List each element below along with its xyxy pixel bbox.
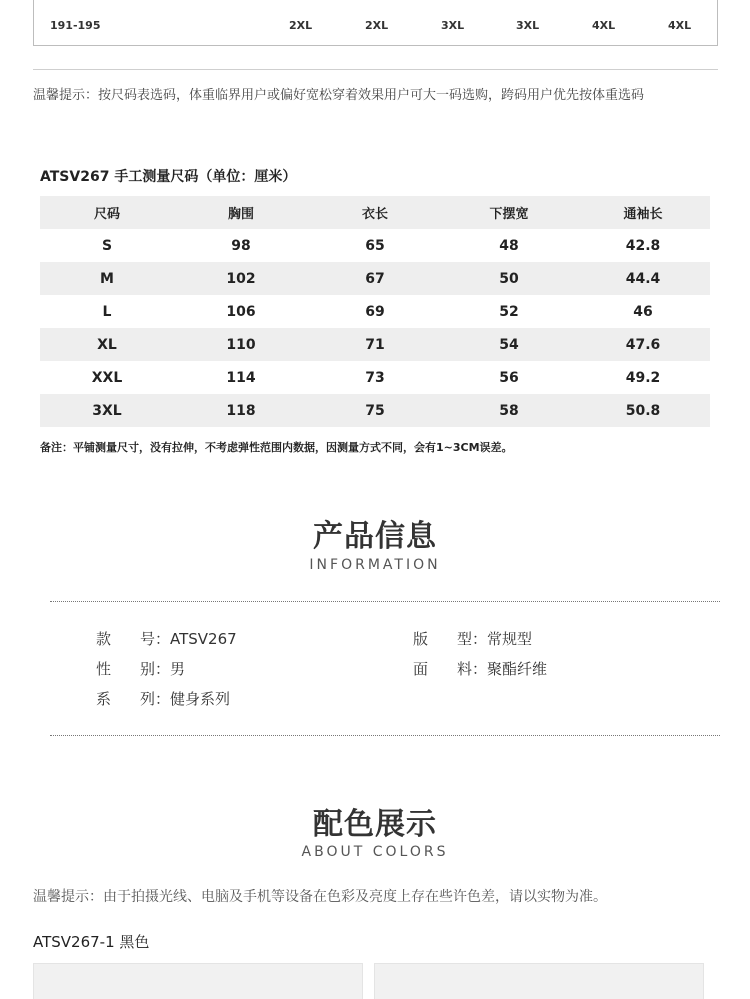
- product-info-subtitle: INFORMATION: [309, 557, 441, 573]
- table-cell: XXL: [91, 369, 123, 386]
- size-cell: 4XL: [668, 19, 692, 32]
- table-cell: 50.8: [576, 394, 710, 427]
- size-cell: 2XL: [289, 19, 313, 32]
- table-cell: 75: [308, 394, 442, 427]
- color-tip: 温馨提示：由于拍摄光线、电脑及手机等设备在色彩及亮度上存在些许色差，请以实物为准。: [33, 889, 607, 905]
- size-recommendation-table: [33, 0, 718, 46]
- column-header: 尺码: [40, 196, 174, 229]
- column-header: 下摆宽: [442, 196, 576, 229]
- table-cell: 52: [499, 303, 519, 320]
- table-cell: 49.2: [625, 369, 661, 386]
- measurement-note: 备注：平铺测量尺寸，没有拉伸，不考虑弹性范围内数据，因测量方式不同，会有1~3CM误差。: [40, 441, 513, 454]
- size-tip: 温馨提示：按尺码表选码，体重临界用户或偏好宽松穿着效果用户可大一码选购，跨码用户优先按体重选码: [33, 88, 645, 103]
- product-image[interactable]: [33, 963, 363, 999]
- size-cell: 3XL: [441, 19, 465, 32]
- table-cell: 44.4: [576, 262, 710, 295]
- column-header: 胸围: [174, 196, 308, 229]
- table-cell: 3XL: [40, 394, 174, 427]
- table-cell: 50: [442, 262, 576, 295]
- dotted-divider: [50, 735, 720, 736]
- colors-title: 配色展示: [313, 807, 437, 842]
- measurement-table: [40, 196, 710, 427]
- info-series: 系 列：健身系列: [96, 690, 231, 708]
- table-row: [40, 229, 710, 262]
- table-row: [40, 394, 710, 427]
- table-cell: S: [101, 237, 113, 254]
- table-row: [40, 295, 710, 328]
- table-cell: 106: [226, 303, 256, 320]
- table-cell: 42.8: [625, 237, 661, 254]
- table-cell: 73: [365, 369, 385, 386]
- colors-subtitle: ABOUT COLORS: [301, 844, 449, 860]
- column-header: 衣长: [308, 196, 442, 229]
- info-gender: 性 别：男: [96, 660, 186, 678]
- table-cell: 69: [365, 303, 385, 320]
- table-row: [40, 361, 710, 394]
- table-row: [40, 328, 710, 361]
- product-info-title: 产品信息: [313, 519, 437, 554]
- info-fit: 版 型：常规型: [413, 630, 533, 648]
- table-cell: 48: [499, 237, 519, 254]
- table-cell: 54: [442, 328, 576, 361]
- size-cell: 3XL: [516, 19, 540, 32]
- info-fabric: 面 料：聚酯纤维: [413, 660, 548, 678]
- table-row: [40, 262, 710, 295]
- measurement-title: ATSV267 手工测量尺码（单位：厘米）: [40, 169, 297, 185]
- table-cell: 56: [499, 369, 519, 386]
- divider: [33, 69, 718, 70]
- table-cell: 118: [174, 394, 308, 427]
- size-cell: 4XL: [592, 19, 616, 32]
- product-image[interactable]: [374, 963, 704, 999]
- table-header-row: [40, 196, 710, 229]
- table-cell: 47.6: [576, 328, 710, 361]
- table-cell: 58: [442, 394, 576, 427]
- column-header: 通袖长: [576, 196, 710, 229]
- table-cell: 46: [633, 303, 653, 320]
- table-cell: M: [40, 262, 174, 295]
- table-cell: 102: [174, 262, 308, 295]
- size-cell: 2XL: [365, 19, 389, 32]
- height-range-label: 191-195: [50, 19, 101, 32]
- dotted-divider: [50, 601, 720, 602]
- table-cell: 67: [308, 262, 442, 295]
- info-style-number: 款 号：ATSV267: [96, 630, 237, 648]
- table-cell: L: [102, 303, 112, 320]
- table-cell: XL: [40, 328, 174, 361]
- table-cell: 71: [308, 328, 442, 361]
- table-cell: 98: [231, 237, 251, 254]
- table-cell: 65: [365, 237, 385, 254]
- table-cell: 110: [174, 328, 308, 361]
- table-cell: 114: [226, 369, 256, 386]
- variant-label: ATSV267-1 黑色: [33, 933, 150, 951]
